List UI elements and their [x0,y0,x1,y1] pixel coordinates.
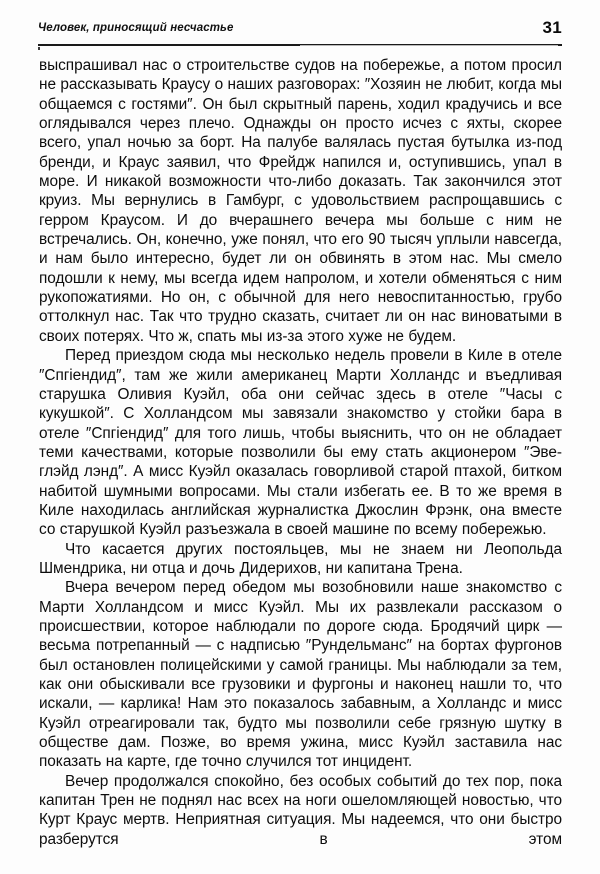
paragraph: Перед приездом сюда мы несколько недель провели в Киле в отеле ″Спгіендид″, там же жили американец Марти Холландс и въедливая старушка Оливия Куэйл, оба они сейчас здесь в отеле ″Часы с кукушкой″. С Холландсом мы завязали знакомство у стойки бара в отеле ″Спгіендид″ для того лишь, чтобы выяснить, что он не обладает теми качествами, которые позволили бы ему стать акционером ″Эвеглэйд лэнд″. А мисс Куэйл оказалась говорливой старой птахой, битком набитой шумными вопросами. Мы стали избегать ее. В то же время в Киле находилась английская журналистка Джослин Фрэнк, она вместе со старушкой Куэйл разъезжала в своей машине по всему побережью. [39,347,562,539]
paragraph: Вчера вечером перед обедом мы возобновили наше знакомство с Марти Холландсом и мисс Куэйл. Мы их развлекали рассказом о происшествии, которое наблюдали по дороге сюда. Бродячий цирк — весьма потрепанный — с надписью ″Рундельманс″ на бортах фургонов был остановлен полицейскими у самой границы. Мы наблюдали за тем, как они обыскивали все грузовики и фургоны и наконец нашли то, что искали, — карлика! Нам это показалось забавным, а Холландс и мисс Куэйл отреагировали так, будто мы позволили себе грязную шутку в обществе дам. Позже, во время ужина, мисс Куэйл заставила нас показать на карте, где точно случился тот инцидент. [39,579,562,771]
header-rule-faded-segment [300,45,558,46]
paragraph: Что касается других постояльцев, мы не знаем ни Леопольда Шмендрика, ни отца и дочь Дидерихов, ни капитана Трена. [39,540,562,577]
running-head [38,18,562,44]
page-number: 31 [542,18,562,37]
paragraph: Вечер продолжался спокойно, без особых событий до тех пор, пока капитан Трен не поднял нас всех на ноги ошеломляющей новостью, что Курт Краус мертв. Неприятная ситуация. Мы надеемся, что они быстро разберутся в этом [39,772,562,848]
paragraph: выспрашивал нас о строительстве судов на побережье, а потом просил не рассказывать Краусу о наших разговорах: ″Хозяин не любит, когда мы общаемся с гостями″. Он был скрытный парень, ходил крадучись и все оглядывался через плечо. Однажды он просто исчез с яхты, скорее всего, упал ночью за борт. На палубе валялась пустая бутылка из-под бренди, и Краус заявил, что Фрейдж напился и, оступившись, упал в море. И никакой возможности что-либо доказать. Так закончился этот круиз. Мы вернулись в Гамбург, с удовольствием распрощавшись с герром Краусом. И до вчерашнего вечера мы больше с ним не встречались. Он, конечно, уже понял, что его 90 тысяч уплыли навсегда, и нам было интересно, будет ли он обвинять в этом нас. Мы смело подошли к нему, мы всегда идем напролом, и хотели обменяться с ним рукопожатиями. Но он, с обычной для него невоспитанностью, грубо оттолкнул нас. Так что трудно сказать, считает ли он нас виноватыми в своих потерях. Что ж, спать мы из-за этого хуже не будем. [39,57,562,345]
scan-speck [38,47,40,50]
body-text [39,56,562,849]
running-head-title: Человек, приносящий несчастье [38,22,234,34]
